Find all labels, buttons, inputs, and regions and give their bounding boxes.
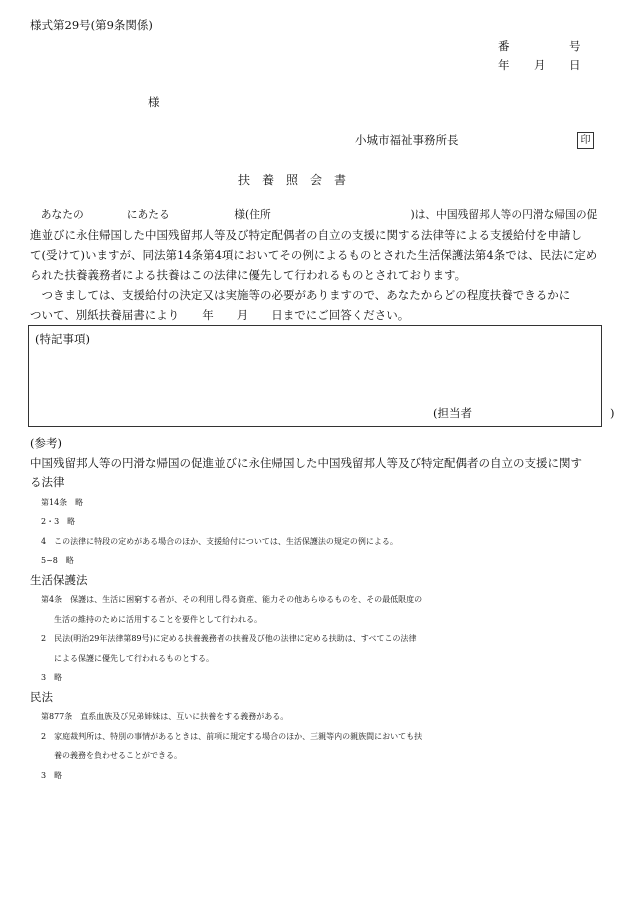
- reference-line: 2 家庭裁判所は、特別の事情があるときは、前項に規定する場合のほか、三親等内の親族間においても扶: [41, 731, 423, 741]
- reference-line: る法律: [30, 475, 65, 489]
- issuer-name: 小城市福祉事務所長: [355, 133, 459, 147]
- document-title: 扶 養 照 会 書: [238, 173, 347, 187]
- reference-line: 生活の維持のために活用することを要件として行われる。: [54, 614, 262, 624]
- reference-line: 5~8 略: [41, 556, 74, 565]
- reference-section: [30, 434, 610, 785]
- body-line: 進並びに永住帰国した中国残留邦人等及び特定配偶者の自立の支援に関する法律等による支援給付を申請し: [30, 228, 582, 242]
- document-number-label: 番: [498, 39, 510, 53]
- addressee-suffix: 様: [148, 95, 160, 109]
- reference-line: 3 略: [41, 673, 63, 682]
- reference-line: 生活保護法: [30, 572, 88, 587]
- seal-mark: 印: [577, 132, 594, 149]
- body-line: ついて、別紙扶養届書により 年 月 日までにご回答ください。: [30, 308, 410, 322]
- date-day-label: 日: [569, 58, 581, 72]
- body-text: [30, 205, 610, 325]
- special-notes-label: (特記事項): [35, 332, 90, 346]
- reference-line: 第4条 保護は、生活に困窮する者が、その利用し得る資産、能力その他あらゆるものを、その最低限度の: [41, 595, 423, 604]
- reference-line: 3 略: [41, 770, 63, 780]
- document-number-suffix: 号: [569, 39, 581, 53]
- body-line: つきましては、支援給付の決定又は実施等の必要がありますので、あなたからどの程度扶養できるかに: [30, 288, 571, 302]
- reference-line: 2 民法(明治29年法律第89号)に定める扶養義務者の扶養及び他の法律に定める扶助は、すべてこの法律: [41, 634, 417, 643]
- form-number: 様式第29号(第9条関係): [30, 18, 153, 32]
- officer-field: (担当者 ): [433, 406, 615, 420]
- reference-line: 第14条 略: [41, 497, 84, 507]
- reference-line: 中国残留邦人等の円滑な帰国の促進並びに永住帰国した中国残留邦人等及び特定配偶者の自立の支援に関す: [30, 455, 582, 470]
- date-month-label: 月: [534, 58, 546, 72]
- reference-line: による保護に優先して行われるものとする。: [54, 653, 214, 663]
- body-line: て(受けて)いますが、同法第14条第4項においてその例によるものとされた生活保護法第4条では、民法に定め: [30, 248, 598, 262]
- reference-line: 民法: [30, 689, 53, 704]
- date-year-label: 年: [498, 58, 510, 72]
- reference-line: 4 この法律に特段の定めがある場合のほか、支援給付については、生活保護法の規定の例による。: [41, 536, 398, 546]
- reference-line: 第877条 直系血族及び兄弟姉妹は、互いに扶養をする義務がある。: [41, 712, 289, 721]
- reference-line: 養の義務を負わせることができる。: [54, 751, 182, 760]
- reference-line: (参考): [30, 436, 62, 450]
- body-line: あなたの にあたる 様(住所 )は、中国残留邦人等の円滑な帰国の促: [30, 208, 598, 221]
- body-line: られた扶養義務者による扶養はこの法律に優先して行われるものとされております。: [30, 268, 467, 282]
- reference-line: 2・3 略: [41, 517, 76, 526]
- special-notes-box: [28, 325, 615, 427]
